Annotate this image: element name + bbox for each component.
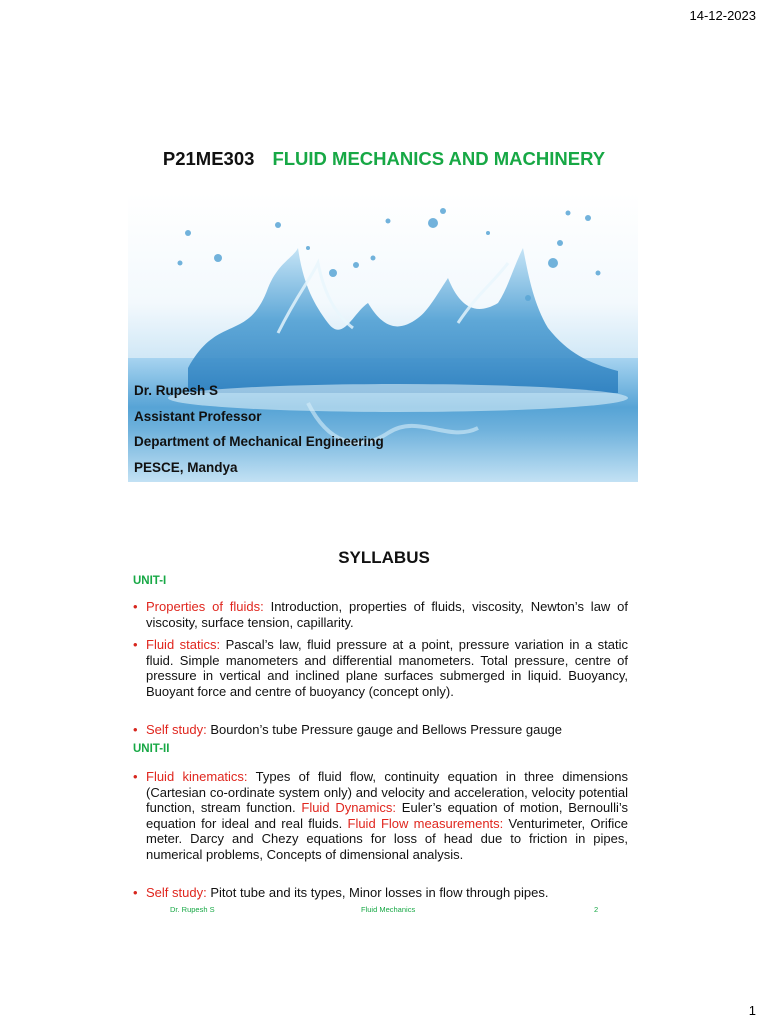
topic-heading: Fluid Dynamics: [301,800,397,815]
bullet-icon: • [133,599,138,614]
author-name: Dr. Rupesh S [134,383,219,398]
author-designation: Assistant Professor [134,408,262,424]
author-institution: PESCE, Mandya [134,459,238,475]
topic-text: Introduction, properties of fluids, viscosity, Newton’s law of viscosity, surface tension, capillarity. [146,599,628,630]
topic-heading: Self study: [146,722,207,737]
bullet-icon: • [133,769,138,784]
page-number: 1 [748,1003,756,1018]
topic-text: Euler’s equation of motion, Bernoulli’s equation for ideal and real fluids. [146,800,628,831]
syllabus-title: SYLLABUS [338,548,430,567]
unit-2-label: UNIT-II [133,743,170,755]
list-item [133,885,628,901]
course-title-line [0,148,768,170]
list-item [133,599,628,630]
topic-text: Bourdon’s tube Pressure gauge and Bellows Pressure gauge [206,722,563,737]
bullet-icon: • [133,885,138,900]
topic-heading: Fluid Flow measurements: [347,815,504,831]
author-department: Department of Mechanical Engineering [134,434,384,449]
topic-heading: Properties of fluids: [146,599,264,614]
topic-heading: Fluid kinematics: [146,769,248,784]
topic-text: Pascal’s law, fluid pressure at a point, pressure variation in a static fluid. Simple manometers and differential manometers. Total pressure, centre of pressure in vertical and inclined plane surfaces submerged in liquid. Buoyancy, Buoyant force and centre of buoyancy (concept only). [146,637,628,699]
bullet-icon: • [133,637,138,652]
author-block [134,378,384,480]
topic-text: Types of fluid flow, continuity equation in three dimensions (Cartesian co-ordinate system only) and velocity and acceleration, velocity potential function, stream function. [146,769,628,815]
topic-text: Pitot tube and its types, Minor losses in flow through pipes. [206,885,549,900]
bullet-icon: • [133,722,138,737]
list-item [133,637,628,699]
slide-footer-page: 2 [594,905,599,914]
slide-footer-author: Dr. Rupesh S [170,905,215,914]
topic-heading: Fluid statics: [146,637,221,652]
list-item [133,722,628,738]
slide-footer-subject: Fluid Mechanics [361,905,416,914]
topic-text: Venturimeter, Orifice meter. Darcy and Chezy equations for loss of head due to friction in pipes, numerical problems, Concepts of dimensional analysis. [146,815,628,862]
course-title: FLUID MECHANICS AND MACHINERY [272,148,606,169]
unit-1-label: UNIT-I [133,575,167,587]
list-item [133,769,628,862]
print-date: 14-12-2023 [689,8,756,23]
topic-heading: Self study: [146,885,207,900]
course-code: P21ME303 [162,148,255,169]
